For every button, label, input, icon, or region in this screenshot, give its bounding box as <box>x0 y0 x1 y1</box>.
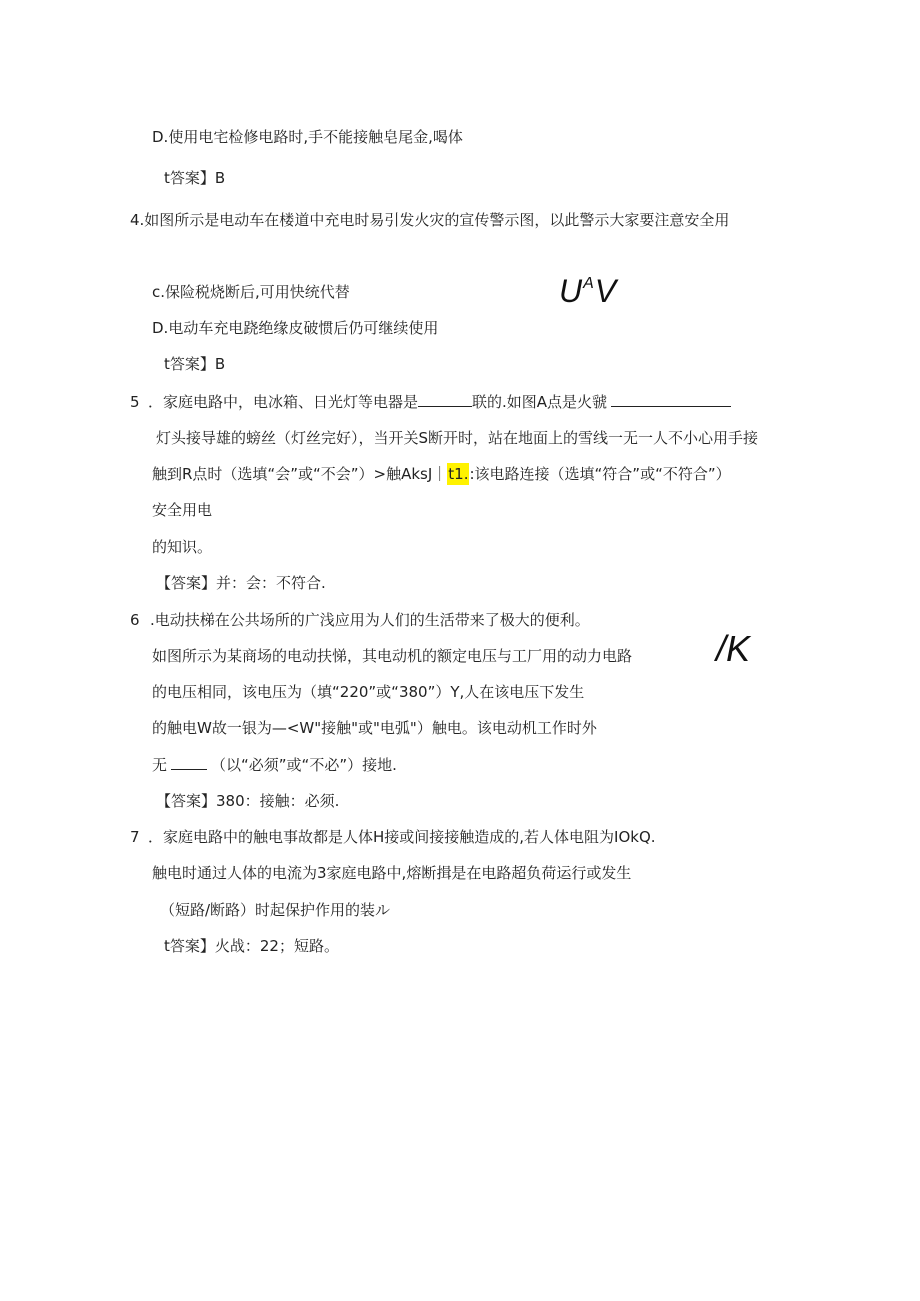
q5-blank-1 <box>418 392 472 407</box>
q6-line-5-part-b: （以“必须”或“不必”）接地. <box>211 756 397 774</box>
q5-line-3 <box>152 463 731 485</box>
q4-figure-v: V <box>594 273 617 309</box>
q5-stem <box>148 391 731 413</box>
q4-figure-label <box>559 264 616 311</box>
q6-answer: 【答案】380：接触：必须. <box>156 792 340 810</box>
q5-highlighted-text: t1. <box>448 465 469 483</box>
q4-figure-u: U <box>559 273 583 309</box>
q6-stem: .电动扶梯在公共场所的广浅应用为人们的生活带来了极大的便利。 <box>150 611 590 629</box>
q4-answer: t答案】B <box>164 355 226 373</box>
q4-figure-sup: A <box>583 275 594 292</box>
q6-line-2: 如图所示为某商场的电动扶悌，其电动机的额定电压与工厂用的动力电路 <box>152 647 633 665</box>
q6-line-4: 的触电W故一银为—<W"接触"或"电弧"）触电。该电动机工作时外 <box>152 719 597 737</box>
q3-answer: t答案】B <box>164 169 226 187</box>
q5-line-3-part-a: 触到R点时（选填“会”或“不会”）>触AksJ｜ <box>152 465 448 483</box>
q6-number: 6 <box>130 611 140 629</box>
q4-option-c: c.保险税烧断后,可用快统代替 <box>152 283 350 301</box>
q5-line-5: 的知识。 <box>152 538 213 556</box>
q7-line-3: （短路/断路）时起保护作用的装ル <box>160 901 391 919</box>
q4-option-d: D.电动车充电跷绝缘皮破惯后仍可继续使用 <box>152 319 439 337</box>
q4-stem: 4.如图所示是电动车在楼道中充电时易引发火灾的宣传警示图，以此警示大家要注意安全用 <box>130 211 730 229</box>
q7-stem: ．家庭电路中的触电事故都是人体H接或间接接触造成的,若人体电阻为IOkQ. <box>148 828 656 846</box>
q6-line-5 <box>152 754 397 776</box>
q6-line-3: 的电压相同，该电压为（填“220”或“380”）Y,人在该电压下发生 <box>152 683 585 701</box>
q5-stem-part-a: ．家庭电路中，电冰箱、日光灯等电器是 <box>148 393 419 411</box>
q5-line-2: 灯头接导雄的螃丝（灯丝完好），当开关S断开时，站在地面上的雪线一无一人不小心用手接 <box>156 429 759 447</box>
q5-blank-2 <box>611 392 731 407</box>
q5-answer: 【答案】并：会：不符合. <box>156 574 326 592</box>
q7-line-2: 触电时通过人体的电流为3家庭电路中,熔断揖是在电路超负荷运行或发生 <box>152 864 632 882</box>
q6-line-5-part-a: 无 <box>152 756 168 774</box>
q3-option-d: D.使用电宅检修电路时,手不能接触皂尾金,喝体 <box>152 128 463 146</box>
q5-stem-part-b: 联的.如图A点是火虢 <box>472 393 608 411</box>
q5-number: 5 <box>130 393 140 411</box>
q6-blank <box>171 755 207 770</box>
q5-line-3-part-b: :该电路连接（选填“符合”或“不符合”） <box>469 465 731 483</box>
q7-answer: t答案】火战：22；短路。 <box>164 937 339 955</box>
q7-number: 7 <box>130 828 140 846</box>
q6-figure-label: /K <box>716 628 751 669</box>
q5-line-4: 安全用电 <box>152 501 213 519</box>
